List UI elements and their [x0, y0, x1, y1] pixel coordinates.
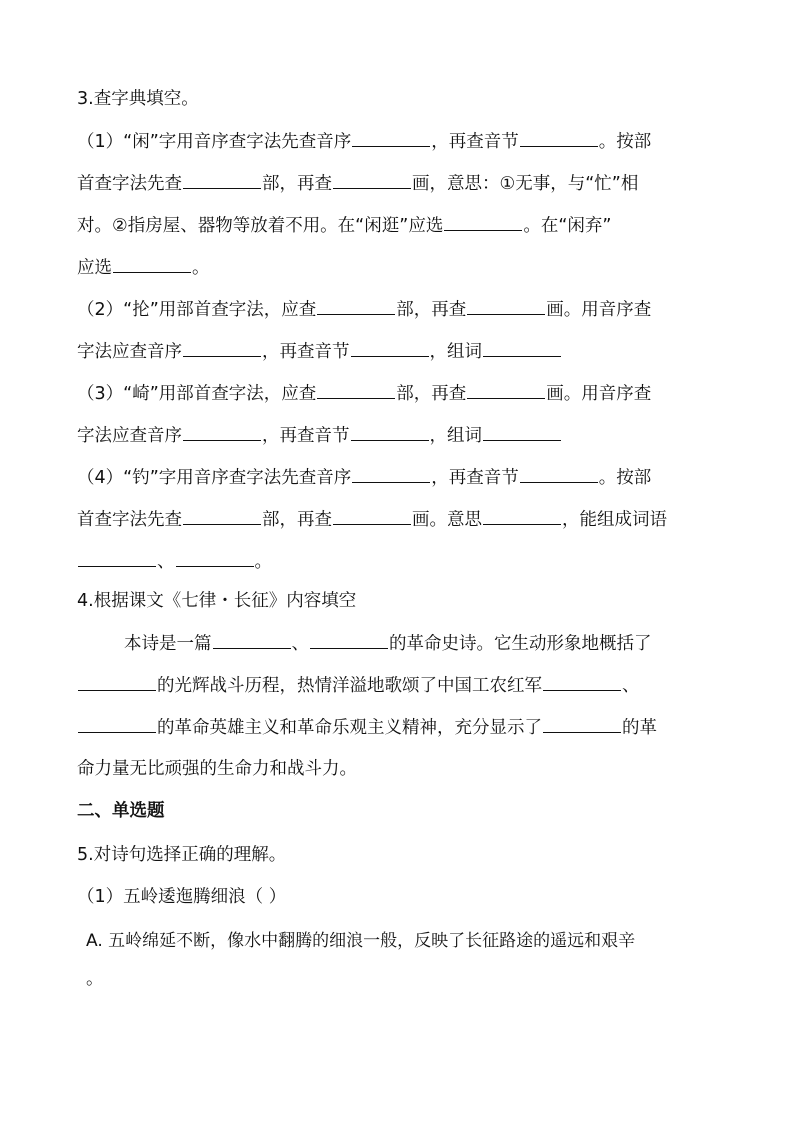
q4-blank5[interactable]	[78, 714, 156, 733]
q3-part4-text: 、	[157, 552, 175, 572]
q3-part3-text: （3）“崎”用部首查字法，应查	[77, 384, 317, 404]
q5-title: 5.对诗句选择正确的理解。	[77, 845, 287, 865]
q3-part1-text: ，再查音节	[431, 132, 519, 152]
q3-part4-text: （4）“钓”字用音序查字法先查音序	[77, 468, 352, 488]
q5-sub1: （1）五岭逶迤腾细浪（ ）	[77, 887, 287, 907]
q4-line4: 命力量无比顽强的生命力和战斗力。	[77, 759, 357, 779]
q3-part2-text: ，再查音节	[262, 342, 350, 362]
q4-blank1[interactable]	[213, 630, 291, 649]
q3-part3-initial-blank[interactable]	[183, 422, 261, 441]
q3-part1-initial-blank[interactable]	[352, 128, 430, 147]
q3-part3-line2	[77, 422, 722, 449]
q3-part1-meaning2-blank[interactable]	[113, 254, 191, 273]
q3-part4-text: ，能组成词语	[562, 510, 667, 530]
q3-part4-line3	[77, 548, 722, 575]
q3-part4-text: 画。意思	[412, 510, 482, 530]
q5-option-a[interactable]: A. 五岭绵延不断，像水中翻腾的细浪一般，反映了长征路途的遥远和艰辛	[86, 931, 636, 951]
q3-part3-text: ，组词	[429, 426, 482, 446]
q3-part1-line2	[77, 170, 722, 197]
q3-part2-word-blank[interactable]	[483, 338, 561, 357]
q3-part3-radical-blank[interactable]	[317, 380, 395, 399]
q3-part1-line1	[77, 128, 722, 155]
q3-part3-text: 字法应查音序	[77, 426, 182, 446]
q3-part1-text: 。在“闲弃”	[523, 216, 612, 236]
q4-text: 、	[622, 676, 640, 696]
q3-part1-radical-blank[interactable]	[183, 170, 261, 189]
q3-part1-meaning1-blank[interactable]	[444, 212, 522, 231]
q3-part1-syllable-blank[interactable]	[520, 128, 598, 147]
q3-part3-syllable-blank[interactable]	[351, 422, 429, 441]
q3-part4-strokes-blank[interactable]	[333, 506, 411, 525]
q4-text: 的革命英雄主义和革命乐观主义精神，充分显示了	[157, 718, 542, 738]
q3-part4-line1	[77, 464, 722, 491]
q4-text: 、	[291, 634, 309, 654]
q3-part1-text: 对。②指房屋、器物等放着不用。在“闲逛”应选	[77, 216, 444, 236]
q4-line3	[77, 714, 722, 741]
q3-part3-text: 部，再查	[396, 384, 467, 404]
q3-part1-strokes-blank[interactable]	[333, 170, 411, 189]
q3-part3-line1	[77, 380, 722, 407]
q3-part4-radical-blank[interactable]	[183, 506, 261, 525]
q3-part2-line1	[77, 296, 722, 323]
q4-blank6[interactable]	[543, 714, 621, 733]
q3-title: 3.查字典填空。	[77, 89, 199, 109]
q3-part4-text: ，再查音节	[431, 468, 519, 488]
q3-part2-text: （2）“抡”用部首查字法，应查	[77, 300, 317, 320]
q3-part1-text: 。	[192, 258, 210, 278]
q5-option-a-end: 。	[86, 969, 104, 989]
section-title: 二、单选题	[77, 801, 165, 821]
q3-part2-syllable-blank[interactable]	[351, 338, 429, 357]
q3-part3-text: ，再查音节	[262, 426, 350, 446]
q3-part4-text: 部，再查	[262, 510, 332, 530]
q3-part4-line2	[77, 506, 722, 533]
q4-text: 的光辉战斗历程，热情洋溢地歌颂了中国工农红军	[157, 676, 542, 696]
q3-part2-text: 画。用音序查	[546, 300, 652, 320]
q3-part1-text: 首查字法先查	[77, 174, 182, 194]
q3-part3-word-blank[interactable]	[483, 422, 561, 441]
q3-part4-text: 。按部	[598, 468, 652, 488]
q3-part2-text: ，组词	[429, 342, 482, 362]
q4-line2	[77, 672, 722, 699]
q3-part4-word2-blank[interactable]	[176, 548, 254, 567]
q3-part1-text: 应选	[77, 258, 112, 278]
q3-part1-text: 画，意思：①无事，与“忙”相	[412, 174, 639, 194]
q3-part2-line2	[77, 338, 722, 365]
q3-part4-text: 首查字法先查	[77, 510, 182, 530]
q3-part2-strokes-blank[interactable]	[467, 296, 545, 315]
q4-title: 4.根据课文《七律・长征》内容填空	[77, 591, 357, 611]
q3-part1-line4	[77, 254, 722, 281]
q3-part4-meaning-blank[interactable]	[483, 506, 561, 525]
q3-part4-text: 。	[254, 552, 272, 572]
q3-part2-text: 字法应查音序	[77, 342, 182, 362]
q3-part1-line3	[77, 212, 722, 239]
q3-part4-syllable-blank[interactable]	[520, 464, 598, 483]
q4-text: 本诗是一篇	[124, 634, 212, 654]
q3-part2-radical-blank[interactable]	[317, 296, 395, 315]
q4-blank4[interactable]	[543, 672, 621, 691]
q3-part1-text: 。按部	[598, 132, 652, 152]
q3-part1-text: 部，再查	[262, 174, 332, 194]
q3-part4-initial-blank[interactable]	[352, 464, 430, 483]
q4-text: 的革	[622, 718, 657, 738]
q4-text: 的革命史诗。它生动形象地概括了	[389, 634, 652, 654]
q4-line1	[77, 630, 722, 657]
q3-part2-text: 部，再查	[396, 300, 467, 320]
q3-part1-text: （1）“闲”字用音序查字法先查音序	[77, 132, 352, 152]
q4-blank2[interactable]	[310, 630, 388, 649]
q3-part3-text: 画。用音序查	[546, 384, 652, 404]
q4-blank3[interactable]	[78, 672, 156, 691]
q3-part2-initial-blank[interactable]	[183, 338, 261, 357]
q3-part4-word1-blank[interactable]	[78, 548, 156, 567]
q3-part3-strokes-blank[interactable]	[467, 380, 545, 399]
